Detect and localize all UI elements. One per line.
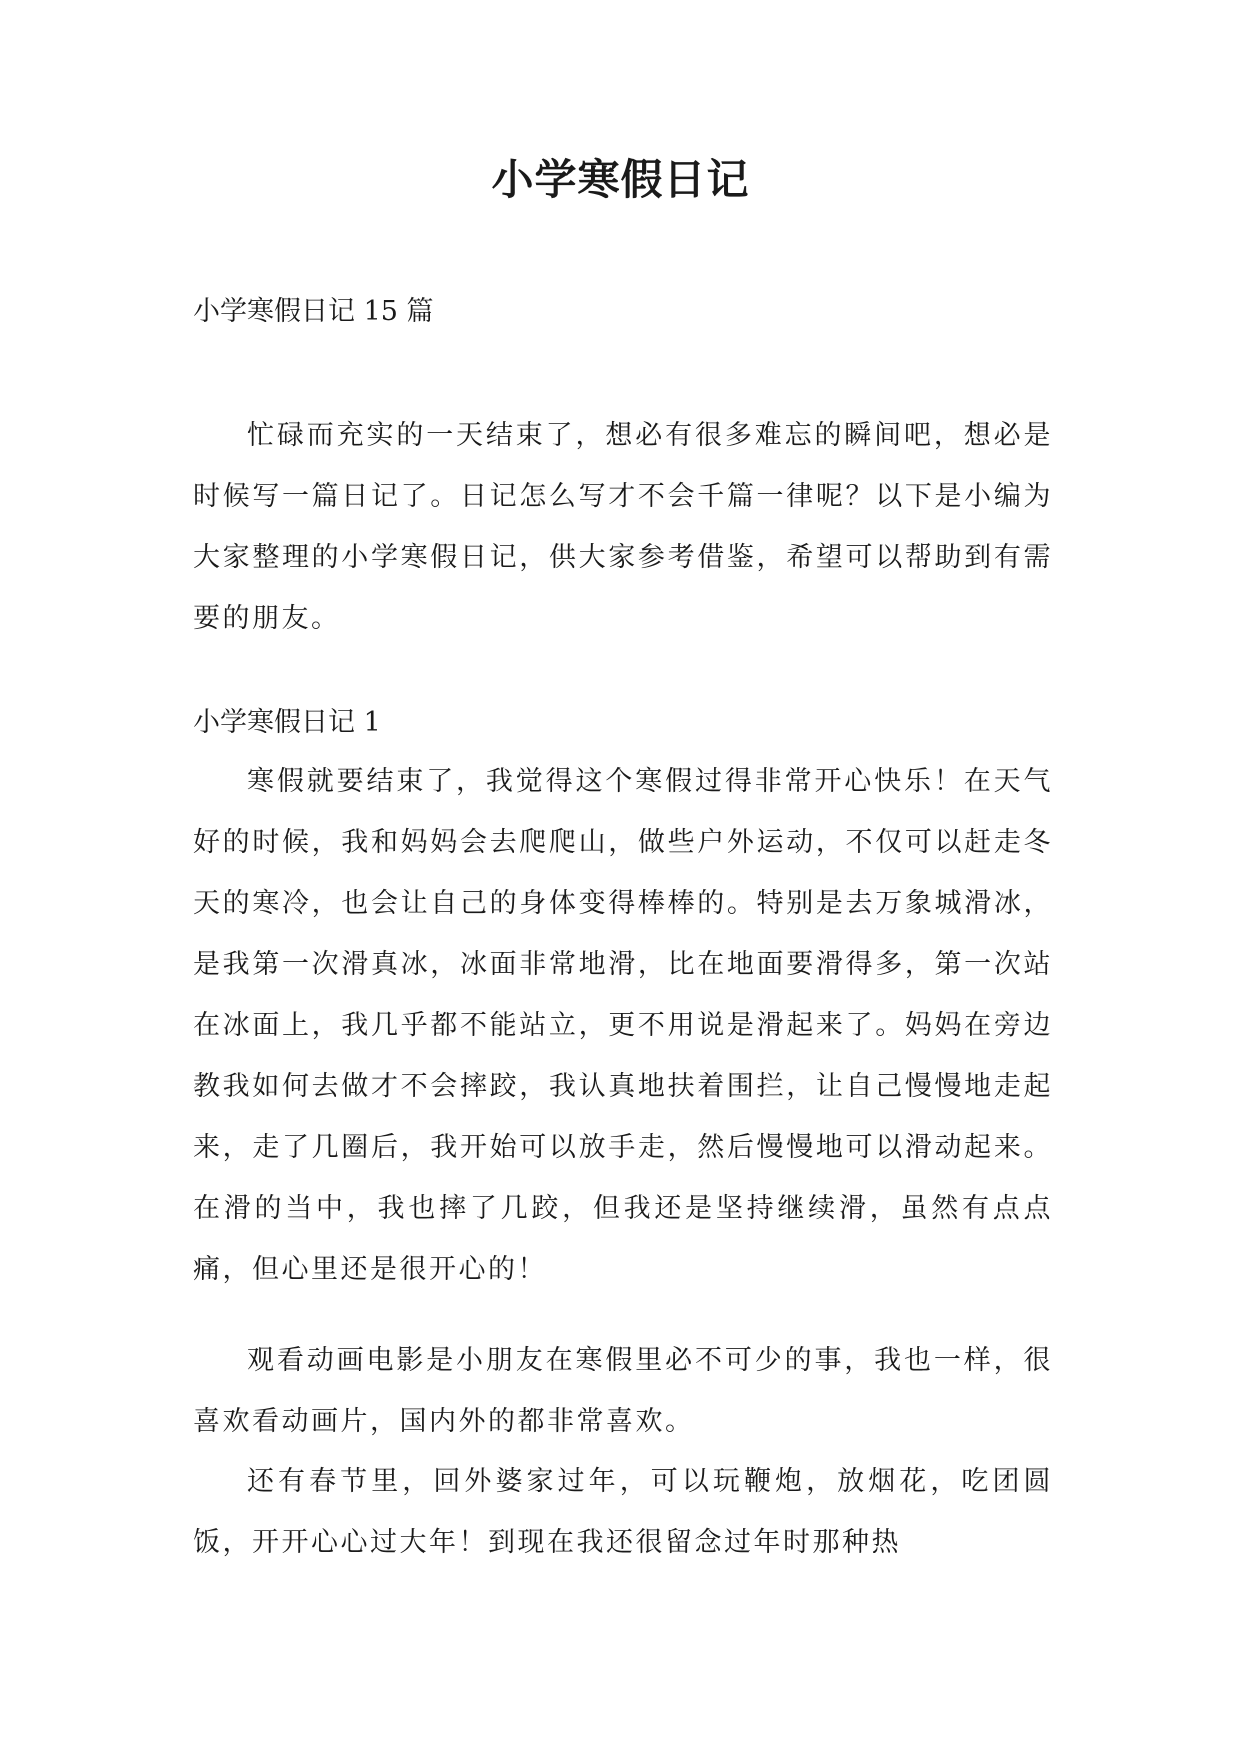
intro-paragraph: 忙碌而充实的一天结束了，想必有很多难忘的瞬间吧，想必是时候写一篇日记了。日记怎么写才不会千篇一律呢？以下是小编为大家整理的小学寒假日记，供大家参考借鉴，希望可以帮助到有需要的朋友。 xyxy=(193,420,1053,634)
document-title: 小学寒假日记 xyxy=(491,155,750,204)
entry-heading: 小学寒假日记 1 xyxy=(193,707,381,738)
entry-paragraph: 寒假就要结束了，我觉得这个寒假过得非常开心快乐！在天气好的时候，我和妈妈会去爬爬山，做些户外运动，不仅可以赶走冬天的寒冷，也会让自己的身体变得棒棒的。特别是去万象城滑冰，是我第一次滑真冰，冰面非常地滑，比在地面要滑得多，第一次站在冰面上，我几乎都不能站立，更不用说是滑起来了。妈妈在旁边教我如何去做才不会摔跤，我认真地扶着围拦，让自己慢慢地走起来，走了几圈后，我开始可以放手走，然后慢慢地可以滑动起来。在滑的当中，我也摔了几跤，但我还是坚持继续滑，虽然有点点痛，但心里还是很开心的！ xyxy=(193,766,1053,1285)
entry-paragraph: 还有春节里，回外婆家过年，可以玩鞭炮，放烟花，吃团圆饭，开开心心过大年！到现在我还很留念过年时那种热 xyxy=(193,1466,1053,1558)
entry-paragraph: 观看动画电影是小朋友在寒假里必不可少的事，我也一样，很喜欢看动画片，国内外的都非常喜欢。 xyxy=(193,1345,1053,1437)
document-subtitle: 小学寒假日记 15 篇 xyxy=(193,296,434,327)
